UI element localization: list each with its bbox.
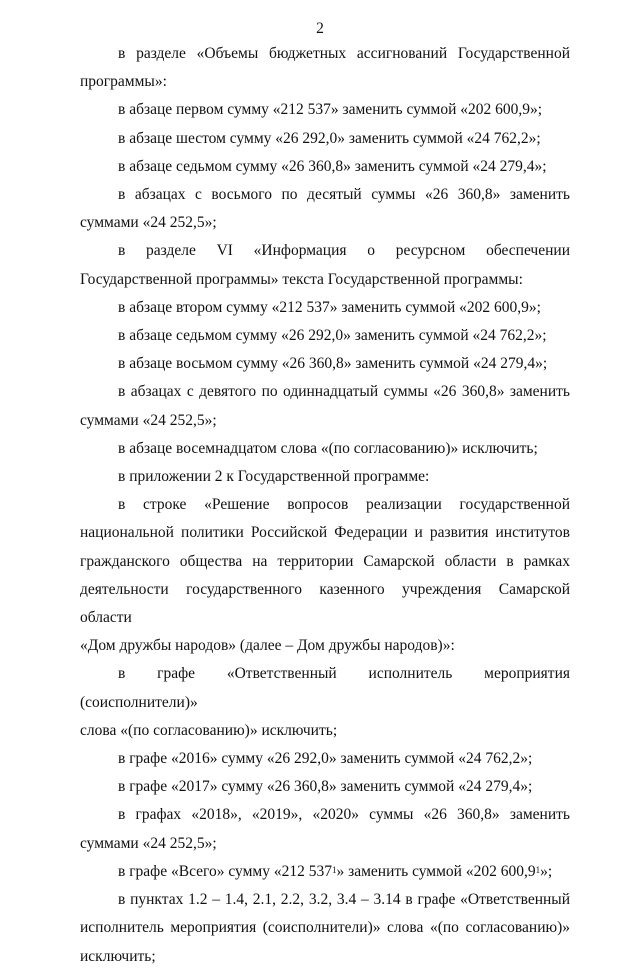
paragraph-2 bbox=[80, 96, 570, 124]
document-body bbox=[80, 40, 570, 971]
paragraph-1 bbox=[80, 40, 570, 96]
paragraph-18 bbox=[80, 858, 570, 886]
paragraph-9 bbox=[80, 350, 570, 378]
paragraph-11 bbox=[80, 435, 570, 463]
text-line: в абзаце первом сумму «212 537» заменить суммой «202 600,9»; bbox=[118, 101, 543, 119]
paragraph-7 bbox=[80, 294, 570, 322]
text-line: суммами «24 252,5»; bbox=[80, 214, 217, 232]
text-line: в строке «Решение вопросов реализации государственной bbox=[118, 496, 570, 514]
paragraph-10 bbox=[80, 378, 570, 434]
text-line: в абзацах с восьмого по десятый суммы «26 360,8» заменить bbox=[118, 186, 570, 204]
text-line: в абзаце восьмом сумму «26 360,8» заменить суммой «24 279,4»; bbox=[118, 355, 548, 373]
text-line: в абзаце седьмом сумму «26 360,8» заменить суммой «24 279,4»; bbox=[118, 157, 547, 175]
text-line: программы»: bbox=[80, 73, 167, 91]
text-segment: »; bbox=[540, 862, 553, 880]
text-line: «Дом дружбы народов» (далее – Дом дружбы народов)»: bbox=[80, 637, 455, 655]
footnote-mark: 1 bbox=[331, 864, 337, 875]
text-line: в приложении 2 к Государственной программе: bbox=[118, 468, 430, 486]
paragraph-5 bbox=[80, 181, 570, 237]
page-number: 2 bbox=[316, 20, 324, 37]
text-line: в абзаце втором сумму «212 537» заменить суммой «202 600,9»; bbox=[118, 298, 541, 316]
text-line: Государственной программы» текста Государственной программы: bbox=[80, 270, 523, 288]
paragraph-15 bbox=[80, 745, 570, 773]
text-line: деятельности государственного казенного учреждения Самарской области bbox=[80, 580, 570, 627]
paragraph-13 bbox=[80, 491, 570, 660]
text-line: слова «(по согласованию)» исключить; bbox=[80, 721, 338, 739]
paragraph-12 bbox=[80, 463, 570, 491]
text-line: в абзацах с девятого по одиннадцатый суммы «26 360,8» заменить bbox=[118, 383, 570, 401]
paragraph-8 bbox=[80, 322, 570, 350]
text-line: национальной политики Российской Федерации и развития институтов bbox=[80, 524, 570, 542]
text-line: в абзаце шестом сумму «26 292,0» заменить суммой «24 762,2»; bbox=[118, 129, 541, 147]
text-line: исполнитель мероприятия (соисполнители)» слова «(по согласованию)» bbox=[80, 919, 570, 937]
text-line: гражданского общества на территории Самарской области в рамках bbox=[80, 552, 570, 570]
text-line: в разделе VI «Информация о ресурсном обеспечении bbox=[118, 242, 570, 260]
text-line: в абзаце седьмом сумму «26 292,0» заменить суммой «24 762,2»; bbox=[118, 327, 547, 345]
paragraph-6 bbox=[80, 237, 570, 293]
text-line: в графе «2016» сумму «26 292,0» заменить суммой «24 762,2»; bbox=[118, 750, 533, 768]
text-line: суммами «24 252,5»; bbox=[80, 411, 217, 429]
text-line: суммами «24 252,5»; bbox=[80, 834, 217, 852]
text-segment: в графе «Всего» сумму «212 537 bbox=[118, 862, 332, 880]
text-line: в пунктах 1.2 – 1.4, 2.1, 2.2, 3.2, 3.4 – 3.14 в графе «Ответственный bbox=[118, 891, 570, 909]
paragraph-17 bbox=[80, 801, 570, 857]
text-line: в графе «Ответственный исполнитель мероприятия (соисполнители)» bbox=[80, 665, 570, 711]
text-line: в графах «2018», «2019», «2020» суммы «26 360,8» заменить bbox=[118, 806, 570, 824]
footnote-mark: 1 bbox=[535, 864, 541, 875]
paragraph-19 bbox=[80, 886, 570, 971]
paragraph-16 bbox=[80, 773, 570, 801]
text-line: в разделе «Объемы бюджетных ассигнований Государственной bbox=[118, 45, 570, 62]
text-line: в абзаце восемнадцатом слова «(по согласованию)» исключить; bbox=[118, 439, 538, 457]
paragraph-3 bbox=[80, 125, 570, 153]
text-segment: » заменить суммой «202 600,9 bbox=[336, 862, 536, 880]
text-line: исключить; bbox=[80, 947, 156, 965]
text-line: в графе «2017» сумму «26 360,8» заменить суммой «24 279,4»; bbox=[118, 778, 533, 796]
paragraph-4 bbox=[80, 153, 570, 181]
paragraph-14 bbox=[80, 660, 570, 745]
